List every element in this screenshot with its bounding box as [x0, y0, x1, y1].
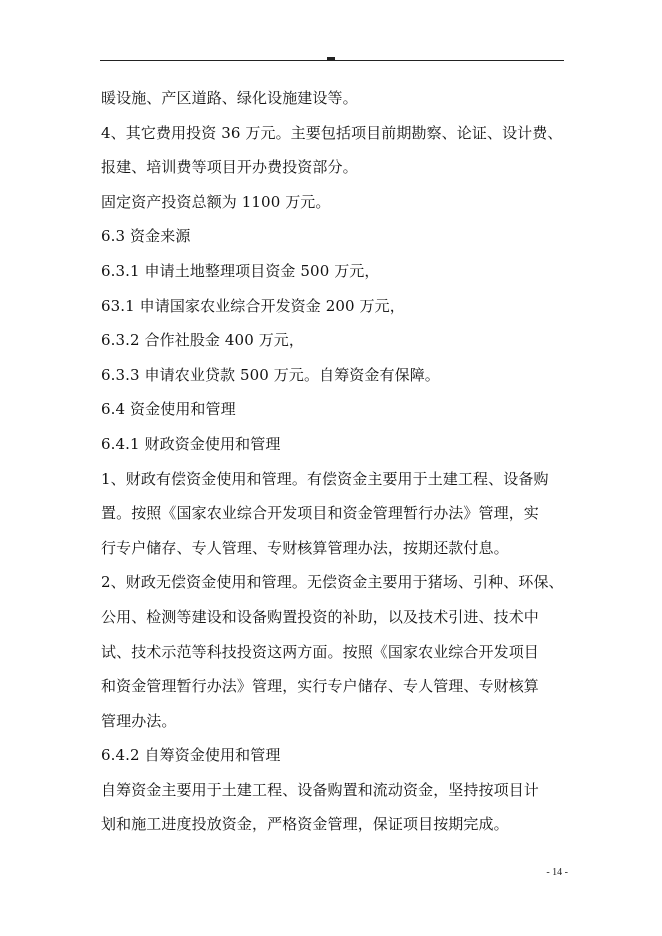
- section-heading: 6.3 资金来源: [101, 227, 191, 246]
- subsection-heading: 6.4.1 财政资金使用和管理: [101, 434, 281, 453]
- text-line: 和资金管理暂行办法》管理，实行专户储存、专人管理、专财核算: [101, 677, 539, 696]
- text-line: 行专户储存、专人管理、专财核算管理办法，按期还款付息。: [101, 538, 509, 557]
- text-line: 63.1 申请国家农业综合开发资金 200 万元，: [101, 296, 405, 315]
- text-line: 2、财政无偿资金使用和管理。无偿资金主要用于猪场、引种、环保、: [101, 573, 564, 592]
- text-line: 自筹资金主要用于土建工程、设备购置和流动资金，坚持按项目计: [101, 780, 539, 799]
- text-line: 暖设施、产区道路、绿化设施建设等。: [101, 89, 358, 107]
- text-line: 固定资产投资总额为 1100 万元。: [101, 192, 331, 211]
- text-line: 4、其它费用投资 36 万元。主要包括项目前期勘察、论证、设计费、: [101, 123, 563, 142]
- text-line: 置。按照《国家农业综合开发项目和资金管理暂行办法》管理，实: [101, 504, 539, 523]
- header-rule: [100, 60, 564, 61]
- text-line: 报建、培训费等项目开办费投资部分。: [101, 158, 358, 177]
- text-line: 6.3.3 申请农业贷款 500 万元。自筹资金有保障。: [101, 365, 440, 384]
- text-line: 管理办法。: [101, 711, 177, 730]
- section-heading: 6.4 资金使用和管理: [101, 400, 236, 419]
- subsection-heading: 6.4.2 自筹资金使用和管理: [101, 746, 281, 765]
- text-line: 6.3.2 合作社股金 400 万元，: [101, 331, 305, 350]
- document-body: [101, 81, 571, 842]
- page-number: - 14 -: [546, 867, 568, 878]
- text-line: 1、财政有偿资金使用和管理。有偿资金主要用于土建工程、设备购: [101, 469, 549, 488]
- text-line: 试、技术示范等科技投资这两方面。按照《国家农业综合开发项目: [101, 642, 539, 661]
- text-line: 6.3.1 申请土地整理项目资金 500 万元，: [101, 261, 380, 280]
- header-mark: [327, 57, 335, 60]
- text-line: 划和施工进度投放资金，严格资金管理，保证项目按期完成。: [101, 815, 509, 834]
- text-line: 公用、检测等建设和设备购置投资的补助，以及技术引进、技术中: [101, 607, 539, 626]
